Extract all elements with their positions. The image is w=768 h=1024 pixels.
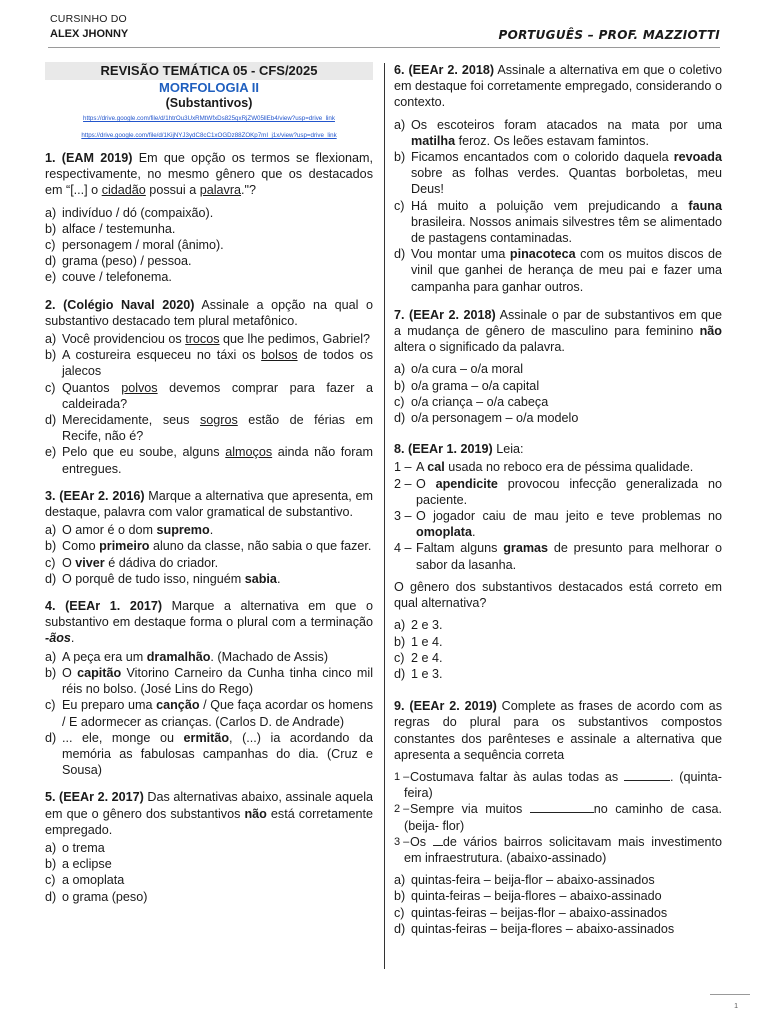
question-text: Marque a alternativa em que o substantivo em destaque forma o plural com a terminação [45, 599, 373, 630]
question-number: 3. (EEAr 2. 2016) [45, 488, 145, 503]
option: a) o trema [45, 840, 105, 855]
statement: 1 – A cal usada no reboco era de péssima qualidade. [394, 460, 694, 475]
question-number: 4. (EEAr 1. 2017) [45, 599, 163, 614]
sentence: 2 – Sempre via muitos no caminho de casa. (beija- flor) [394, 802, 722, 833]
question-number: 5. (EEAr 2. 2017) [45, 790, 144, 805]
question-text: Assinale a alternativa em que o coletivo em destaque foi corretamente empregado, considerando o contexto. [394, 63, 722, 110]
highlighted-word: -ãos [45, 631, 71, 646]
options-list [45, 522, 373, 587]
option: b) 1 e 4. [394, 634, 443, 649]
options-list [394, 361, 722, 426]
question-8 [394, 441, 722, 682]
question-9 [394, 698, 722, 937]
option: d) o grama (peso) [45, 889, 148, 904]
option: c) Há muito a poluição vem prejudicando a fauna brasileira. Nossos animais silvestres têm se alimentado de pastagens contaminadas. [394, 198, 722, 246]
question-number: 9. (EEAr 2. 2019) [394, 699, 497, 714]
option: c) o/a criança – o/a cabeça [394, 394, 549, 409]
option: c) Quantos polvos devemos comprar para fazer a caldeirada? [45, 380, 373, 411]
left-column [45, 62, 373, 905]
option: d) o/a personagem – o/a modelo [394, 411, 579, 426]
option: d) grama (peso) / pessoa. [45, 254, 192, 269]
option: b) alface / testemunha. [45, 221, 176, 236]
option: a) o/a cura – o/a moral [394, 362, 524, 377]
statements-list [394, 459, 722, 572]
option: a) Os escoteiros foram atacados na mata por uma matilha feroz. Os leões estavam famintos. [394, 117, 722, 148]
option: c) 2 e 4. [394, 650, 443, 665]
question-2 [45, 297, 373, 477]
option: a) O amor é o dom supremo. [45, 523, 214, 538]
option: d) O porquê de tudo isso, ninguém sabia. [45, 571, 281, 586]
right-column [394, 62, 722, 937]
question-text: está corretamente empregado. [45, 806, 374, 837]
question-text: Marque a alternativa que apresenta, em destaque, palavra com valor gramatical de substantivo. [45, 488, 373, 520]
option: b) quinta-feiras – beija-flores – abaixo-assinado [394, 889, 662, 904]
option: c) personagem / moral (ânimo). [45, 238, 224, 253]
option: b) o/a grama – o/a capital [394, 378, 540, 393]
option: a) Você providenciou os trocos que lhe pedimos, Gabriel? [45, 332, 371, 347]
fill-blank [624, 769, 670, 781]
option: b) a eclipse [45, 857, 112, 872]
sentences-list [394, 769, 722, 866]
fill-blank [530, 801, 594, 813]
options-list [45, 331, 373, 477]
question-text: Em que opção os termos se flexionam, respectivamente, no mesmo gênero que os destacados em “[...] o [45, 151, 374, 198]
statement: 2 – O apendicite provocou infecção generalizada no paciente. [394, 476, 722, 507]
question-text: Complete as frases de acordo com as regras do plural para os substantivos compostos constantes dos parênteses e assinale a alternativa que apresenta a sequência correta [394, 699, 722, 762]
option: c) O viver é dádiva do criador. [45, 555, 219, 570]
option: b) O capitão Vitorino Carneiro da Cunha tinha cinco mil réis no bolso. (José Lins do Rego) [45, 665, 373, 697]
options-list [45, 840, 373, 905]
option: d) Vou montar uma pinacoteca com os muitos discos de vinil que ganhei de herança de meu pai e fazer uma campanha para ganhar outros. [394, 247, 722, 294]
question-text: altera o significado da palavra. [394, 340, 565, 355]
option: d) Merecidamente, seus sogros estão de férias em Recife, não é? [45, 413, 373, 444]
question-number: 6. (EEAr 2. 2018) [394, 63, 495, 77]
statement: 3 – O jogador caiu de mau jeito e teve problemas no omoplata. [394, 509, 722, 540]
question-6 [394, 62, 722, 295]
question-prompt: O gênero dos substantivos destacados está correto em qual alternativa? [394, 579, 722, 611]
option: d) quintas-feiras – beija-flores – abaixo-assinados [394, 921, 675, 936]
question-7 [394, 307, 722, 426]
option: c) quintas-feiras – beijas-flor – abaixo-assinados [394, 905, 668, 920]
page-title: REVISÃO TEMÁTICA 05 - CFS/2025 [45, 62, 373, 80]
fill-blank [433, 834, 443, 846]
question-1 [45, 150, 373, 286]
option: e) Pelo que eu soube, alguns almoços ainda não foram entregues. [45, 445, 374, 476]
footer-divider [710, 994, 750, 995]
question-text: Assinale a opção na qual o substantivo destacado tem plural metafônico. [45, 297, 374, 328]
question-4 [45, 598, 373, 778]
question-number: 2. (Colégio Naval 2020) [45, 297, 195, 312]
option: b) Ficamos encantados com o colorido daquela revoada sobre as folhas verdes. Quantas borboletas, meu Deus! [394, 150, 722, 197]
question-text: Das alternativas abaixo, assinale aquela em que o gênero dos substantivos [45, 790, 373, 821]
highlighted-word: não [699, 324, 722, 339]
option: c) a omoplata [45, 873, 125, 888]
subject-title: PORTUGUÊS – PROF. MAZZIOTTI [498, 28, 720, 42]
question-text: possui a [145, 183, 200, 198]
highlighted-word: não [244, 806, 267, 821]
topic-title: MORFOLOGIA II [159, 80, 259, 95]
question-text: . [70, 631, 75, 646]
highlighted-word: palavra [199, 183, 242, 198]
option: e) couve / telefonema. [45, 270, 172, 285]
options-list [394, 117, 722, 295]
school-name [50, 12, 128, 42]
question-number: 7. (EEAr 2. 2018) [394, 307, 496, 322]
column-divider [384, 63, 385, 969]
option: b) A costureira esqueceu no táxi os bolsos de todos os jalecos [45, 348, 373, 379]
options-list [45, 649, 373, 779]
options-list [45, 205, 373, 286]
school-line-1: CURSINHO DO [50, 13, 127, 25]
sentence: 3 – Os de vários bairros solicitavam mais investimento em infraestrutura. (abaixo-assinado) [394, 834, 723, 865]
highlighted-word: cidadão [101, 183, 146, 198]
options-list [394, 617, 722, 682]
topic-subtitle: (Substantivos) [165, 96, 253, 110]
question-number: 1. (EAM 2019) [45, 151, 133, 165]
drive-link-1[interactable]: https://drive.google.com/file/d/1htrOu3UxRMtWfxDs825qxRjZW05llEb4/view?usp=drive_link [83, 115, 335, 122]
page-number: 1 [734, 1003, 738, 1010]
option: a) 2 e 3. [394, 618, 443, 633]
sentence: 1 – Costumava faltar às aulas todas as . (quinta-feira) [394, 769, 722, 801]
statement: 4 – Faltam alguns gramas de presunto para melhorar o sabor da lasanha. [394, 541, 722, 572]
question-text: ."? [241, 183, 257, 198]
option: a) quintas-feira – beija-flor – abaixo-assinados [394, 873, 655, 888]
option: a) A peça era um dramalhão. (Machado de Assis) [45, 649, 329, 664]
question-number: 8. (EEAr 1. 2019) [394, 442, 493, 457]
question-5 [45, 789, 373, 904]
school-line-2: ALEX JHONNY [50, 28, 129, 40]
option: d) 1 e 3. [394, 666, 443, 681]
options-list [394, 872, 722, 937]
question-text: Leia: [492, 442, 524, 457]
option: d) ... ele, monge ou ermitão, (...) ia acordando da memória as fabulosas campanhas do dia. (Cruz e Sousa) [45, 730, 373, 778]
question-text: Assinale o par de substantivos em que a mudança de gênero de masculino para feminino [394, 307, 723, 339]
option: a) indivíduo / dó (compaixão). [45, 205, 214, 220]
option: c) Eu preparo uma canção / Que faça acordar os homens / E adormecer as crianças. (Carlos D. de Andrade) [45, 698, 374, 729]
header-divider [48, 47, 720, 48]
option: b) Como primeiro aluno da classe, não sabia o que fazer. [45, 539, 372, 554]
drive-link-2[interactable]: https://drive.google.com/file/d/1KijNYJ3ydC8cC1xOGDz88ZOKp7mI_j1x/view?usp=drive_link [81, 132, 337, 139]
question-3 [45, 488, 373, 587]
